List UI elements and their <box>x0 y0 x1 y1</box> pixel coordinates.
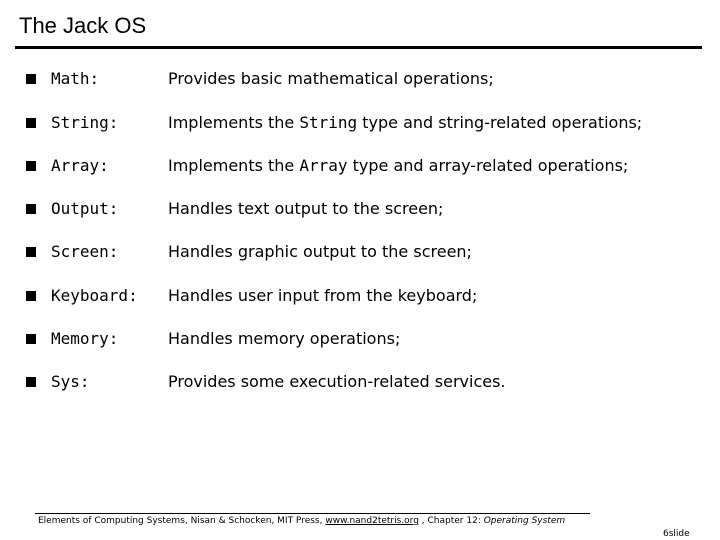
footer-middle: , Chapter 12: <box>418 516 484 526</box>
footer-chapter: Operating System <box>483 516 566 526</box>
square-bullet-icon <box>26 161 36 171</box>
item-description: Implements the Array type and array-related operations; <box>168 156 629 175</box>
item-name: Memory: <box>51 329 119 348</box>
item-description: Handles memory operations; <box>168 329 401 348</box>
item-description: Handles text output to the screen; <box>168 199 444 218</box>
list-item-sys <box>26 372 716 402</box>
item-name: Keyboard: <box>51 286 138 305</box>
item-name: Screen: <box>51 242 119 261</box>
item-description: Provides basic mathematical operations; <box>168 69 494 88</box>
slide-title: The Jack OS <box>19 13 147 38</box>
item-description: Implements the String type and string-related operations; <box>168 113 643 132</box>
item-description: Handles graphic output to the screen; <box>168 242 472 261</box>
item-name: Array: <box>51 156 109 175</box>
square-bullet-icon <box>26 377 36 387</box>
list-item-screen <box>26 242 716 272</box>
footer-divider <box>35 513 590 514</box>
item-description: Handles user input from the keyboard; <box>168 286 478 305</box>
item-description: Provides some execution-related services. <box>168 372 506 391</box>
list-item-keyboard <box>26 286 716 316</box>
square-bullet-icon <box>26 291 36 301</box>
footer-citation <box>38 516 565 526</box>
footer-prefix: Elements of Computing Systems, Nisan & Schocken, MIT Press, <box>38 516 326 526</box>
list-item-output <box>26 199 716 229</box>
square-bullet-icon <box>26 247 36 257</box>
square-bullet-icon <box>26 74 36 84</box>
list-item-math <box>26 69 716 99</box>
item-name: Math: <box>51 69 100 88</box>
list-item-string <box>26 113 716 143</box>
footer-website-link[interactable]: www.nand2tetris.org <box>325 516 419 526</box>
item-name: Output: <box>51 199 119 218</box>
slide-number: 6slide <box>663 529 690 539</box>
square-bullet-icon <box>26 118 36 128</box>
square-bullet-icon <box>26 334 36 344</box>
item-name: Sys: <box>51 372 90 391</box>
square-bullet-icon <box>26 204 36 214</box>
list-item-array <box>26 156 716 186</box>
list-item-memory <box>26 329 716 359</box>
item-name: String: <box>51 113 119 132</box>
title-divider <box>15 46 702 49</box>
